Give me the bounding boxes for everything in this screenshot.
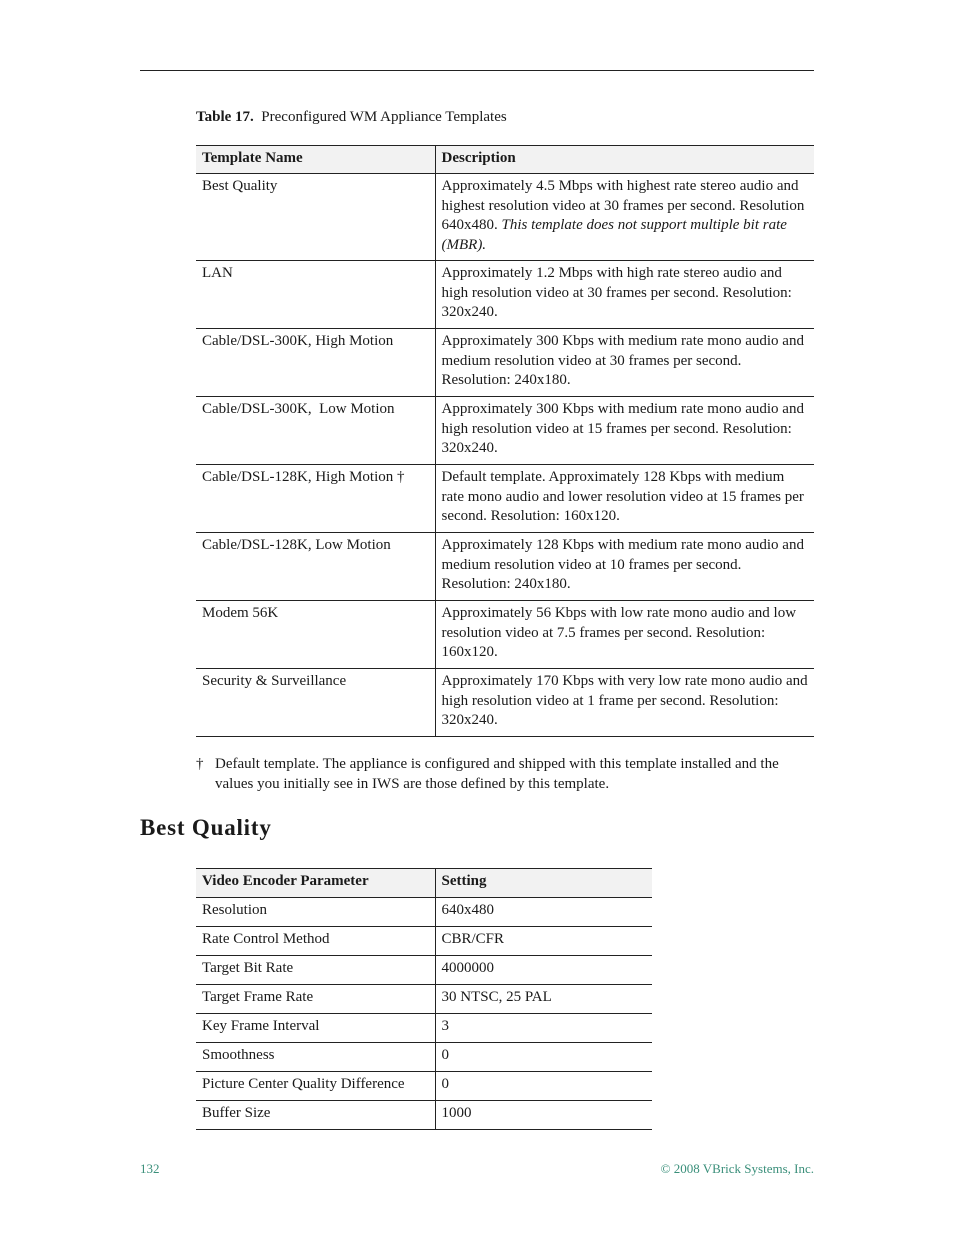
copyright-notice: © 2008 VBrick Systems, Inc. [660, 1161, 814, 1176]
header-rule [140, 70, 814, 71]
description-cell: Approximately 300 Kbps with medium rate mono audio and medium resolution video at 30 frames per second. Resolution: 240x180. [435, 329, 814, 397]
table-row [196, 261, 814, 329]
table-header-row [196, 146, 814, 174]
table-row [196, 1043, 652, 1072]
table-row [196, 174, 814, 261]
table-row [196, 1014, 652, 1043]
description-cell: Approximately 170 Kbps with very low rate mono audio and high resolution video at 1 frame per second. Resolution: 320x240. [435, 669, 814, 737]
setting-cell: 1000 [435, 1101, 652, 1130]
template-name-cell: Cable/DSL-128K, Low Motion [196, 533, 435, 601]
description-cell: Approximately 300 Kbps with medium rate mono audio and high resolution video at 15 frames per second. Resolution: 320x240. [435, 397, 814, 465]
setting-cell: 0 [435, 1072, 652, 1101]
setting-cell: 30 NTSC, 25 PAL [435, 985, 652, 1014]
description-cell: Default template. Approximately 128 Kbps with medium rate mono audio and lower resolution video at 15 frames per second. Resolution: 160x120. [435, 465, 814, 533]
template-name-cell: Cable/DSL-300K, Low Motion [196, 397, 435, 465]
parameter-cell: Smoothness [196, 1043, 435, 1072]
description-cell: Approximately 1.2 Mbps with high rate stereo audio and high resolution video at 30 frames per second. Resolution: 320x240. [435, 261, 814, 329]
column-header: Video Encoder Parameter [196, 869, 435, 898]
table-row [196, 669, 814, 737]
template-name-cell: LAN [196, 261, 435, 329]
table-row [196, 956, 652, 985]
description-note: This template does not support multiple bit rate (MBR). [441, 217, 787, 253]
template-name-cell: Modem 56K [196, 601, 435, 669]
column-header: Description [435, 146, 814, 174]
template-name-cell: Security & Surveillance [196, 669, 435, 737]
page-number: 132 [140, 1161, 160, 1176]
footnote-text: Default template. The appliance is configured and shipped with this template installed and the values you initially see in IWS are those defined by this template. [215, 756, 779, 792]
footnote-mark: † [196, 756, 204, 772]
setting-cell: 0 [435, 1043, 652, 1072]
table-row [196, 601, 814, 669]
parameter-cell: Buffer Size [196, 1101, 435, 1130]
section-heading: Best Quality [140, 815, 272, 840]
template-name-cell: Cable/DSL-300K, High Motion [196, 329, 435, 397]
encoder-parameters-table [196, 868, 652, 1130]
templates-table [196, 145, 814, 737]
table-row [196, 1101, 652, 1130]
parameter-cell: Target Frame Rate [196, 985, 435, 1014]
column-header: Template Name [196, 146, 435, 174]
column-header: Setting [435, 869, 652, 898]
table-row [196, 898, 652, 927]
table-header-row [196, 869, 652, 898]
parameter-cell: Key Frame Interval [196, 1014, 435, 1043]
template-name-cell: Best Quality [196, 174, 435, 261]
caption-label: Table 17. [196, 109, 254, 125]
table-row [196, 1072, 652, 1101]
description-text: Approximately 4.5 Mbps with highest rate stereo audio and highest resolution video at 30 frames per second. Resolution 640x480. [441, 178, 805, 233]
parameter-cell: Resolution [196, 898, 435, 927]
parameter-cell: Rate Control Method [196, 927, 435, 956]
table-row [196, 329, 814, 397]
caption-title: Preconfigured WM Appliance Templates [261, 109, 507, 125]
parameter-cell: Picture Center Quality Difference [196, 1072, 435, 1101]
table-row [196, 533, 814, 601]
table-row [196, 397, 814, 465]
table-row [196, 465, 814, 533]
setting-cell: CBR/CFR [435, 927, 652, 956]
table-caption [196, 109, 507, 126]
description-cell: Approximately 128 Kbps with medium rate mono audio and medium resolution video at 10 frames per second. Resolution: 240x180. [435, 533, 814, 601]
table-row [196, 927, 652, 956]
description-cell: Approximately 56 Kbps with low rate mono audio and low resolution video at 7.5 frames per second. Resolution: 160x120. [435, 601, 814, 669]
template-name-cell: Cable/DSL-128K, High Motion † [196, 465, 435, 533]
setting-cell: 4000000 [435, 956, 652, 985]
setting-cell: 640x480 [435, 898, 652, 927]
setting-cell: 3 [435, 1014, 652, 1043]
parameter-cell: Target Bit Rate [196, 956, 435, 985]
table-row [196, 985, 652, 1014]
description-cell [435, 174, 814, 261]
